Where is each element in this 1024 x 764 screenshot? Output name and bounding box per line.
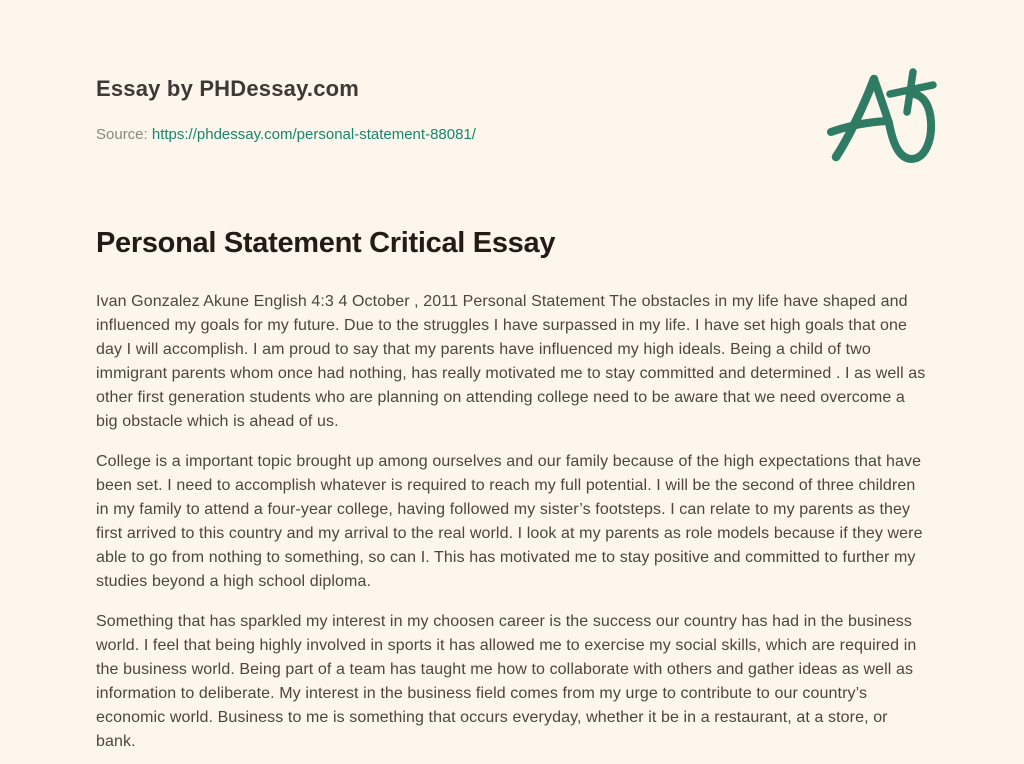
source-label: Source: <box>96 126 148 143</box>
essay-body <box>96 290 928 754</box>
phdessay-a-plus-logo-icon <box>826 66 942 166</box>
essay-paragraph: Ivan Gonzalez Akune English 4:3 4 October , 2011 Personal Statement The obstacles in my life have shaped and influenced my goals for my future. Due to the struggles I have surpassed in my life. I have set high goals that one day I will accomplish. I am proud to say that my parents have influenced my high ideals. Being a child of two immigrant parents whom once had nothing, has really motivated me to stay committed and determined . I as well as other first generation students who are planning on attending college need to be aware that we need overcome a big obstacle which is ahead of us. <box>96 293 926 430</box>
source-line <box>96 126 928 143</box>
source-link[interactable]: https://phdessay.com/personal-statement-88081/ <box>151 126 476 143</box>
essay-title: Personal Statement Critical Essay <box>96 227 556 259</box>
essay-paragraph: College is a important topic brought up among ourselves and our family because of the high expectations that have been set. I need to accomplish whatever is required to reach my full potential. I will be the second of three children in my family to attend a four-year college, having followed my sister’s footsteps. I can relate to my parents as they first arrived to this country and my arrival to the real world. I look at my parents as role models because if they were able to go from nothing to something, so can I. This has motivated me to stay positive and committed to further my studies beyond a high school diploma. <box>96 453 923 590</box>
essay-paragraph: Something that has sparkled my interest in my choosen career is the success our country has had in the business world. I feel that being highly involved in sports it has allowed me to exercise my social skills, which are required in the business world. Being part of a team has taught me how to collaborate with others and gather ideas as well as information to deliberate. My interest in the business field comes from my urge to contribute to our country’s economic world. Business to me is something that occurs everyday, whether it be in a restaurant, at a store, or bank. <box>96 613 917 750</box>
essay-byline-heading: Essay by PHDessay.com <box>96 76 360 101</box>
